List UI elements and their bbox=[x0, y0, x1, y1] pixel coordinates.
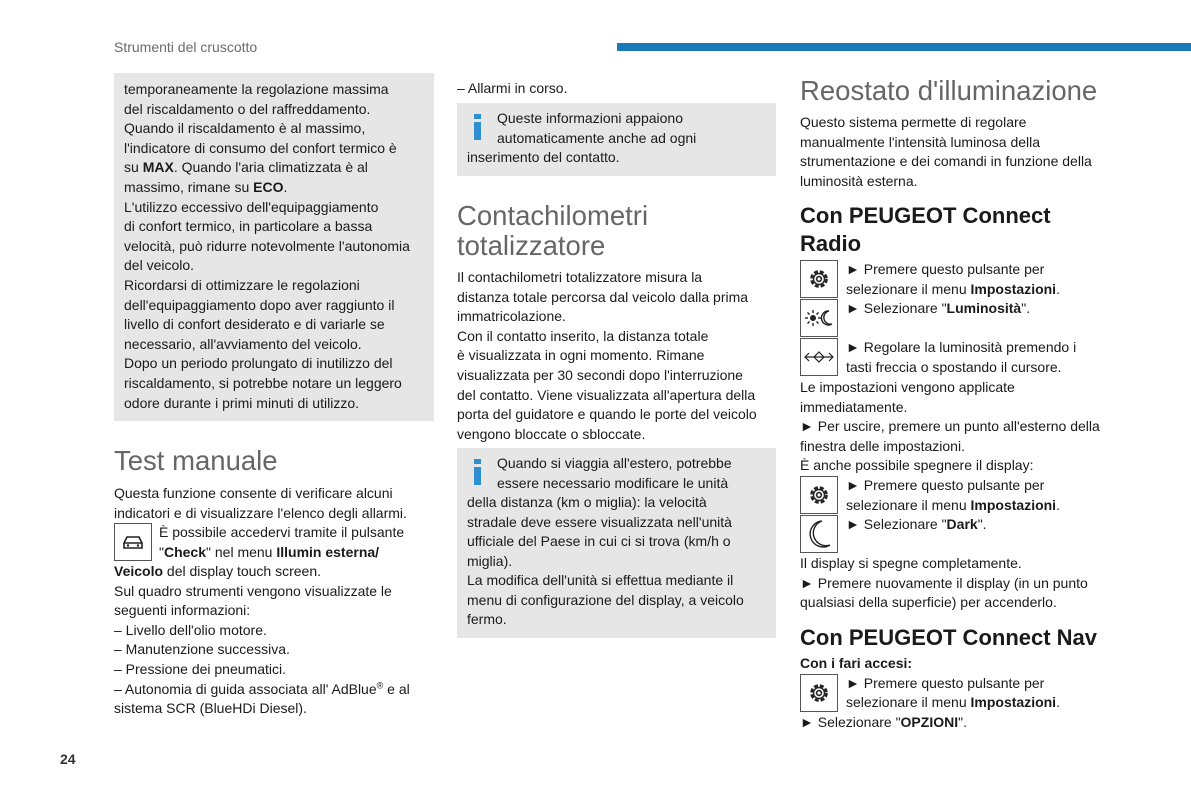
running-header: Strumenti del cruscotto bbox=[114, 39, 258, 55]
dimmer-heading: Reostato d'illuminazione bbox=[800, 75, 1098, 106]
dark-steps: Il display si spegne completamente. ► Premere nuovamente il display (in un punto qualsiasi della superficie) per accenderlo. bbox=[800, 555, 1088, 611]
test-manuale-body: Questa funzione consente di verificare alcuni indicatori e di visualizzare l'elenco degli allarmi. bbox=[114, 485, 407, 521]
list-item: – Livello dell'olio motore. bbox=[114, 621, 267, 638]
info-icon bbox=[472, 459, 482, 485]
test-manuale-heading: Test manuale bbox=[114, 445, 278, 476]
list-item: – Pressione dei pneumatici. bbox=[114, 660, 286, 677]
odometer-heading: Contachilometri totalizzatore bbox=[457, 200, 649, 261]
settings-gear-icon bbox=[800, 260, 838, 298]
vehicle-check-icon bbox=[114, 523, 152, 561]
climate-note-box bbox=[114, 73, 434, 421]
slider-arrows-icon bbox=[800, 338, 838, 376]
list-item: – Autonomia di guida associata all' AdBlue® e al bbox=[114, 679, 410, 697]
climate-note-text: temporaneamente la regolazione massima del riscaldamento o del raffreddamento. Quando il riscaldamento è al massimo, l'indicatore di consumo del confort termico è su MAX. Quando l'aria climatizzata è al massimo, rimane su ECO. L'utilizzo eccessivo dell'equipaggiamento di confort termico, in particolare a bassa velocità, può ridurre notevolmente l'autonomia del veicolo. Ricordarsi di ottimizzare le regolazioni dell'equipaggiamento dopo aver raggiunto il livello di confort desiderato e di variarle se necessario, all'avviamento del veicolo. Dopo un periodo prolungato di inutilizzo del riscaldamento, si potrebbe notare un leggero odore durante i primi minuti di utilizzo. bbox=[124, 81, 410, 411]
test-manuale-list: Veicolo del display touch screen. Sul quadro strumenti vengono visualizzate le seguenti informazioni: – Livello dell'olio motore. – Manutenzione successiva. – Pressione dei pneumatici. – Autonomia di guida associata all' AdBlue® e al sistema SCR (BlueHDi Diesel). bbox=[114, 562, 444, 719]
dimmer-intro: Questo sistema permette di regolare manualmente l'intensità luminosa della strumentazione e dei comandi in funzione della luminosità esterna. bbox=[800, 114, 1092, 189]
connect-nav-heading: Con PEUGEOT Connect Nav bbox=[800, 625, 1098, 650]
brightness-sun-moon-icon bbox=[800, 299, 838, 337]
info-box-units: Quando si viaggia all'estero, potrebbe essere necessario modificare le unità della distanza (km o miglia): la velocità stradale deve essere visualizzata nell'unità ufficiale del Paese in cui ci si trova (km/h o miglia). La modifica dell'unità si effettua mediante il menu di configurazione del display, a veicolo fermo. bbox=[457, 448, 776, 638]
dark-moon-icon bbox=[800, 515, 838, 553]
header-accent-bar bbox=[617, 43, 1191, 51]
settings-gear-icon bbox=[800, 674, 838, 712]
lights-on-label: Con i fari accesi: bbox=[800, 655, 913, 671]
info-box-contact: Queste informazioni appaiono automaticamente anche ad ogni inserimento del contatto. bbox=[457, 103, 776, 176]
info-icon bbox=[472, 114, 482, 140]
connect-radio-heading: Con PEUGEOT Connect Radio bbox=[800, 203, 1051, 256]
list-item: – Manutenzione successiva. bbox=[114, 641, 290, 658]
page-number: 24 bbox=[60, 751, 76, 767]
odometer-body: Il contachilometri totalizzatore misura la distanza totale percorsa dal veicolo dalla prima immatricolazione. Con il contatto inserito, la distanza totale è visualizzata in ogni momento. Rimane visualizzata per 30 secondi dopo l'interruzione del contatto. Viene visualizzata all'apertura della porta del guidatore e quando le porte del veicolo vengono bloccate o sbloccate. bbox=[457, 269, 757, 442]
settings-gear-icon bbox=[800, 476, 838, 514]
radio-steps: Le impostazioni vengono applicate immediatamente. ► Per uscire, premere un punto all'esterno della finestra delle impostazioni. È anche possibile spegnere il display: bbox=[800, 379, 1100, 474]
alarms-item: – Allarmi in corso. bbox=[457, 80, 568, 96]
